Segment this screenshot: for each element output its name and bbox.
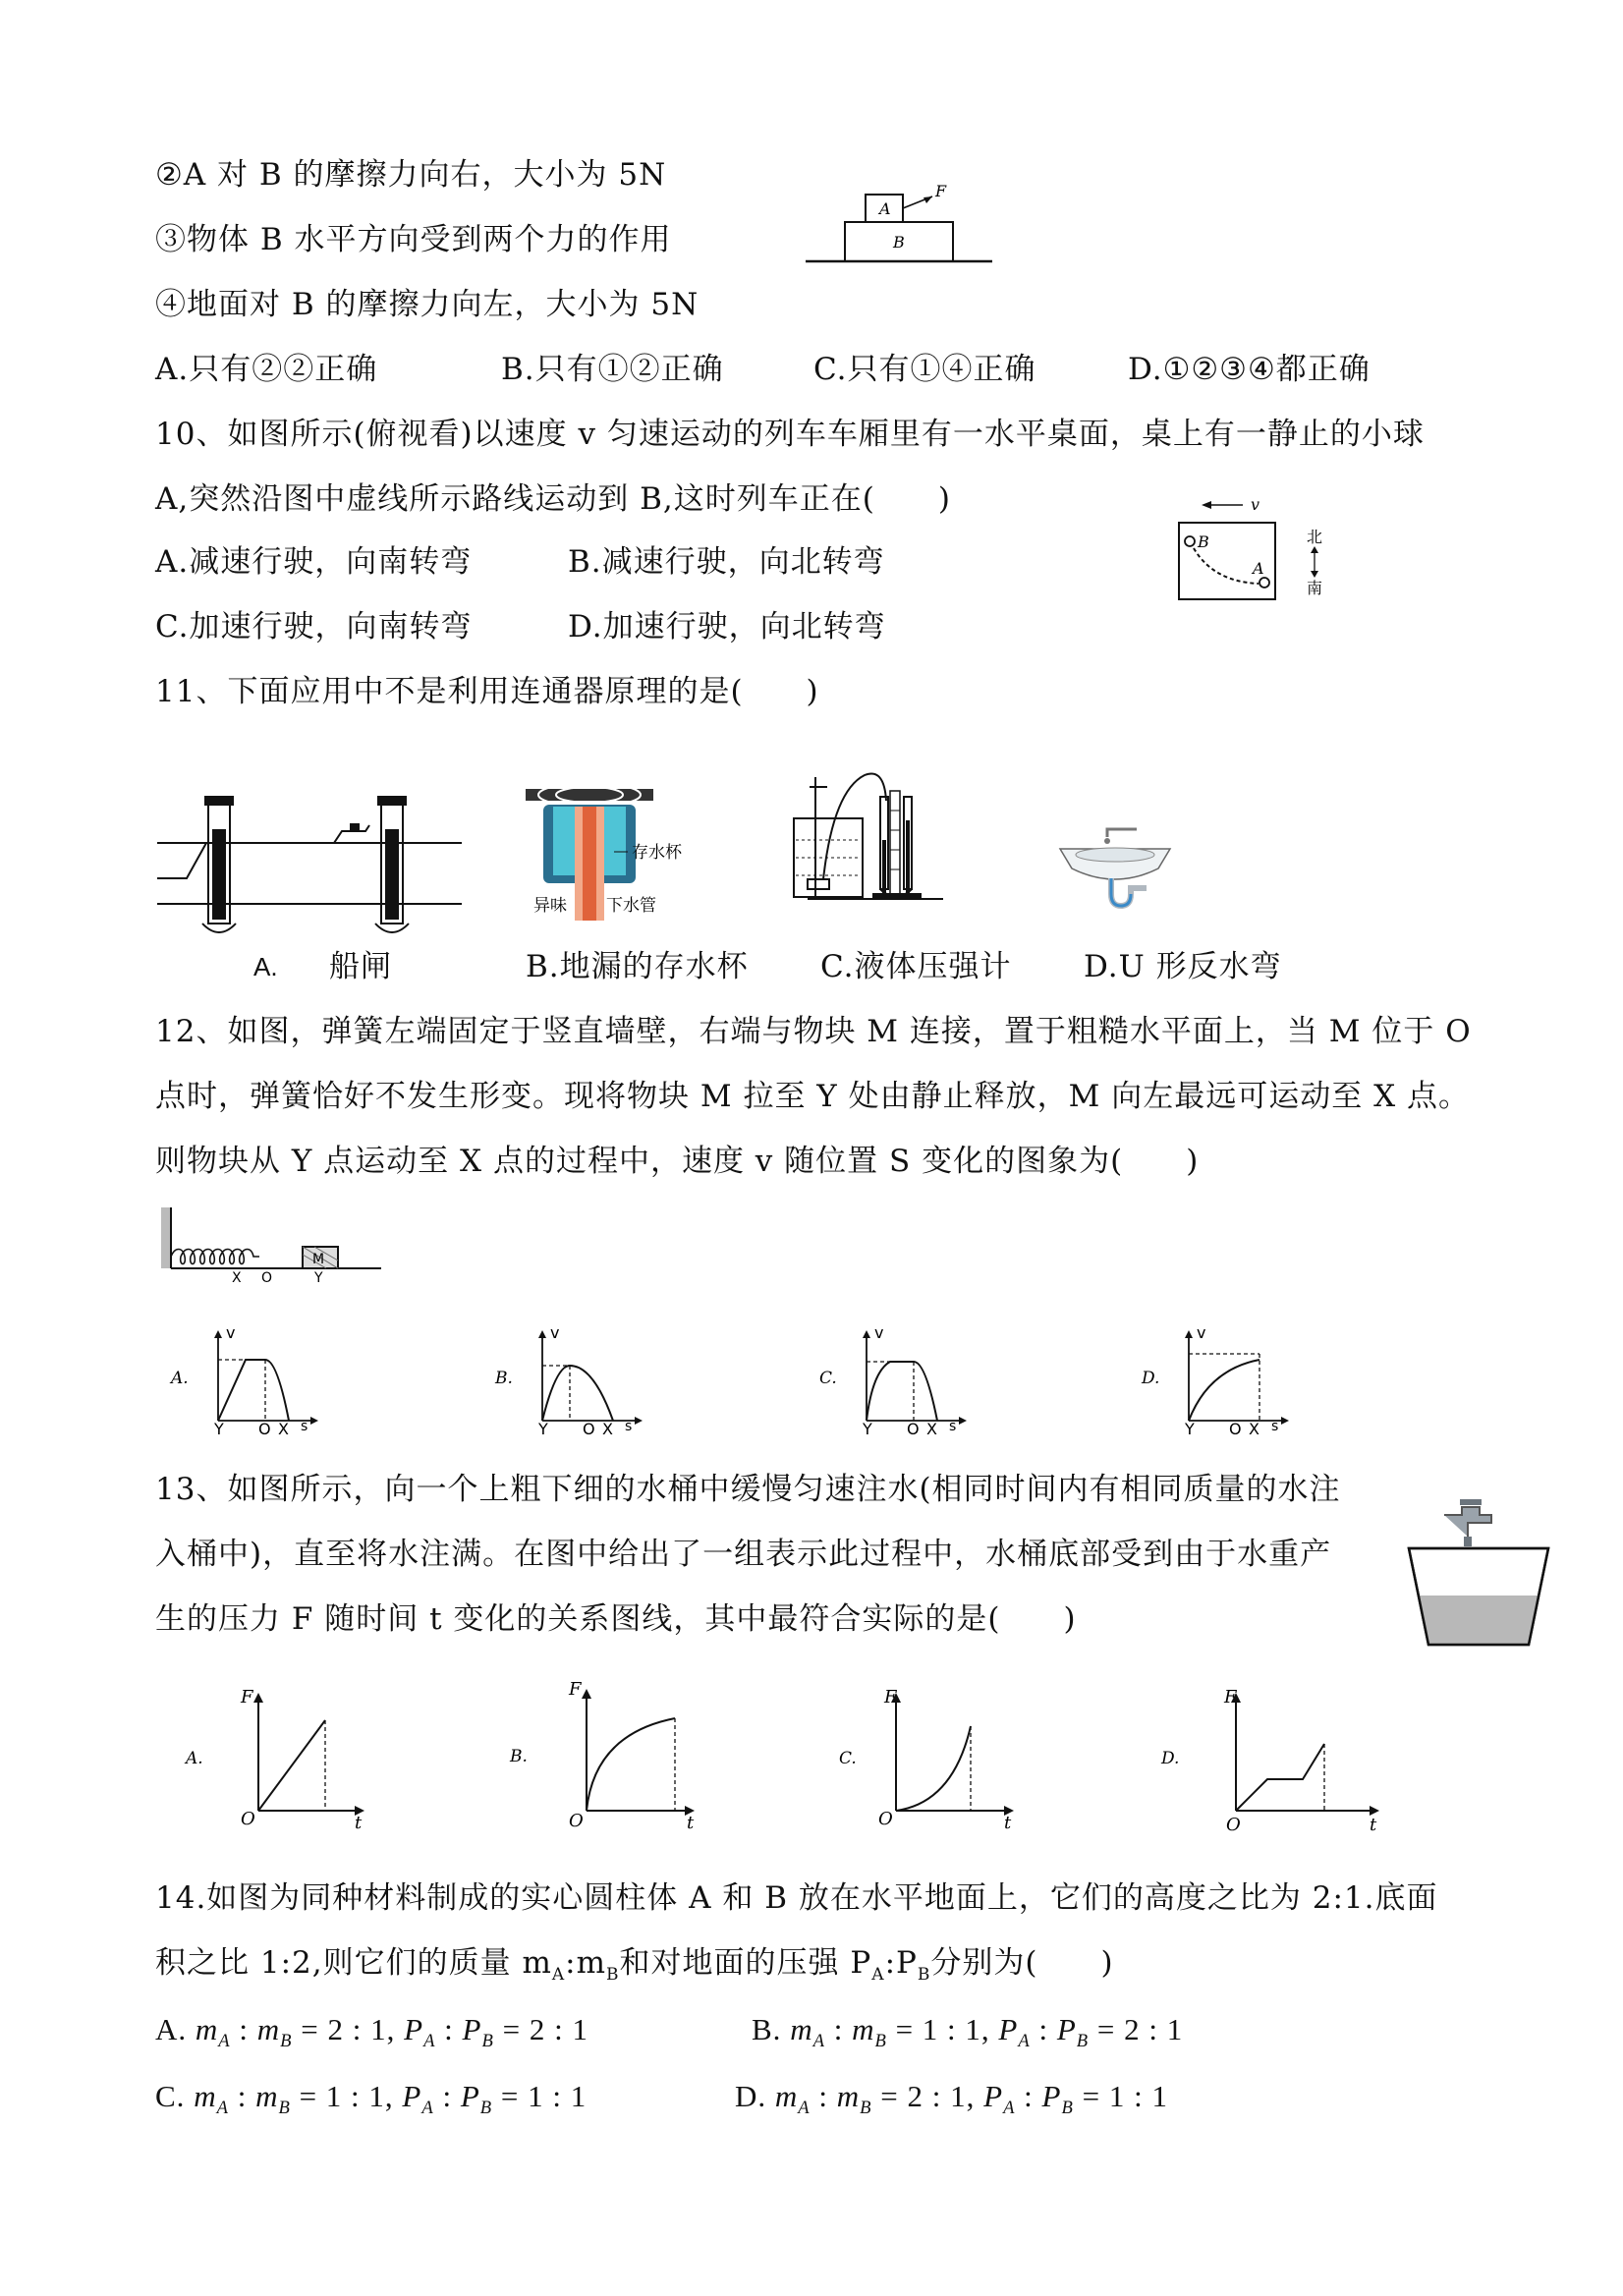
q13-stem-line1: 13、如图所示，向一个上粗下细的水桶中缓慢匀速注水(相同时间内有相同质量的水注 [155,1472,1341,1507]
svg-text:X: X [278,1420,289,1438]
q12-spring-o: O [261,1270,273,1286]
svg-text:Y: Y [214,1420,224,1438]
q10-option-d: D.加速行驶，向北转弯 [568,609,886,644]
svg-text:O: O [241,1809,255,1829]
q10-train-figure [1174,491,1331,609]
q12-spring-y: Y [314,1270,323,1286]
svg-text:t: t [687,1813,695,1833]
q12-graph-d-letter: D. [1142,1369,1160,1388]
svg-text:O: O [907,1420,920,1438]
svg-text:X: X [926,1420,937,1438]
q14-option-a: A. $m_A$ : $m_B = 2$ : 1, $P_A$ : $P_B = 2$ : 1 [155,2012,588,2052]
q9-statement-4: ④地面对 B 的摩擦力向左，大小为 5N [155,287,700,322]
svg-text:v: v [874,1323,884,1342]
q11-figure-sink-u-bend [1056,825,1174,924]
q13-graph-d [1157,1685,1393,1835]
q9-fig-label-f: F [935,182,947,200]
q9-option-a: A.只有②②正确 [155,352,378,387]
q12-stem-line2: 点时，弹簧恰好不发生形变。现将物块 M 拉至 Y 处由静止释放，M 向左最远可运动至 X 点。 [155,1079,1470,1114]
q13-stem-line3: 生的压力 F 随时间 t 变化的关系图线，其中最符合实际的是( ) [155,1601,1077,1637]
svg-text:F: F [1224,1687,1237,1708]
q12-spring-x: X [232,1270,242,1286]
q13-stem-line2: 入桶中)，直至将水注满。在图中给出了一组表示此过程中，水桶底部受到由于水重产 [155,1537,1332,1572]
q11-fig-b-pipe: 下水管 [606,896,656,916]
q10-option-a: A.减速行驶，向南转弯 [155,544,473,580]
q13-graph-a [182,1685,378,1832]
q9-option-b: B.只有①②正确 [501,352,724,387]
svg-text:v: v [1197,1323,1206,1342]
q10-option-c: C.加速行驶，向南转弯 [155,609,473,644]
q12-graph-a-letter: A. [171,1369,189,1388]
svg-text:F: F [569,1679,582,1700]
svg-text:F: F [241,1687,253,1708]
q12-spring-figure [157,1204,393,1286]
svg-text:X: X [602,1420,613,1438]
q12-graph-a [167,1323,334,1438]
q11-caption-d: D.U 形反水弯 [1084,949,1282,984]
q9-fig-label-b: B [893,233,905,252]
svg-text:O: O [1226,1815,1241,1835]
q10-fig-a: A [1253,559,1264,578]
q14-option-b: B. $m_A$ : $m_B = 1$ : 1, $P_A$ : $P_B = 2$ : 1 [752,2012,1184,2052]
q12-stem-line3: 则物块从 Y 点运动至 X 点的过程中，速度 v 随位置 S 变化的图象为( ) [155,1144,1200,1179]
q13-bucket-figure [1405,1493,1552,1651]
svg-text:O: O [583,1420,595,1438]
q11-caption-c: C.液体压强计 [820,949,1012,984]
q12-graph-c-letter: C. [819,1369,837,1388]
svg-text:X: X [1249,1420,1259,1438]
q14-stem-line1: 14.如图为同种材料制成的实心圆柱体 A 和 B 放在水平地面上，它们的高度之比为 2:1.底面 [155,1880,1438,1916]
svg-text:O: O [258,1420,271,1438]
svg-text:s: s [301,1419,308,1434]
svg-text:t: t [355,1813,363,1833]
q11-caption-a: 船闸 [329,949,392,984]
q13-graph-b-letter: B. [510,1747,528,1766]
svg-text:v: v [226,1323,236,1342]
svg-text:F: F [884,1687,897,1708]
svg-text:s: s [1271,1419,1279,1434]
q11-fig-b-smell: 异味 [533,896,567,916]
svg-text:s: s [625,1419,633,1434]
q13-graph-d-letter: D. [1161,1749,1180,1768]
q10-fig-v: v [1251,495,1260,514]
svg-text:v: v [550,1323,560,1342]
q12-spring-m: M [312,1252,325,1267]
svg-text:t: t [1370,1815,1377,1835]
q9-block-figure [801,182,997,279]
q10-stem-line2: A,突然沿图中虚线所示路线运动到 B,这时列车正在( ) [155,481,951,517]
q11-figure-floor-drain [516,781,712,924]
q13-graph-c [835,1685,1032,1832]
q9-statement-2: ②A 对 B 的摩擦力向右，大小为 5N [155,157,667,193]
q9-option-d: D.①②③④都正确 [1128,352,1371,387]
q10-fig-south: 南 [1307,579,1323,597]
q13-graph-b [506,1675,702,1832]
svg-text:O: O [878,1809,893,1829]
q11-figure-ship-lock [157,786,462,933]
q14-option-d: D. $m_A$ : $m_B = 2$ : 1, $P_A$ : $P_B = 1$ : 1 [735,2079,1168,2119]
q12-graph-b-letter: B. [495,1369,513,1388]
q12-stem-line1: 12、如图，弹簧左端固定于竖直墙壁，右端与物块 M 连接，置于粗糙水平面上，当 M 位于 O [155,1014,1472,1049]
q14-option-c: C. $m_A$ : $m_B = 1$ : 1, $P_A$ : $P_B = 1$ : 1 [155,2079,588,2119]
q14-stem-line2: 积之比 1:2,则它们的质量 $m_A:m_B$和对地面的压强 $P_A:P_B$分别为( ) [155,1945,1114,1986]
q13-graph-c-letter: C. [839,1749,857,1768]
q9-option-c: C.只有①④正确 [813,352,1036,387]
q11-figure-pressure-gauge [786,761,953,909]
svg-text:Y: Y [538,1420,548,1438]
q11-stem: 11、下面应用中不是利用连通器原理的是( ) [155,674,819,709]
q12-graph-c [815,1323,982,1438]
q13-graph-a-letter: A. [186,1749,203,1768]
q9-statement-3: ③物体 B 水平方向受到两个力的作用 [155,222,672,257]
svg-text:Y: Y [863,1420,872,1438]
svg-text:O: O [569,1811,584,1831]
svg-text:t: t [1004,1813,1012,1833]
q9-fig-label-a: A [879,199,891,218]
q10-option-b: B.减速行驶，向北转弯 [568,544,885,580]
q11-caption-b: B.地漏的存水杯 [526,949,749,984]
svg-text:Y: Y [1185,1420,1195,1438]
q10-fig-b: B [1198,532,1209,551]
q11-caption-a-letter: A. [253,952,278,981]
svg-text:O: O [1229,1420,1242,1438]
q12-graph-b [491,1323,658,1438]
q10-stem-line1: 10、如图所示(俯视看)以速度 v 匀速运动的列车车厢里有一水平桌面，桌上有一静止的小球 [155,417,1425,452]
q11-fig-b-cup: 存水杯 [632,843,682,863]
svg-text:s: s [949,1419,957,1434]
q10-fig-north: 北 [1307,528,1323,546]
q12-graph-d [1138,1323,1305,1438]
